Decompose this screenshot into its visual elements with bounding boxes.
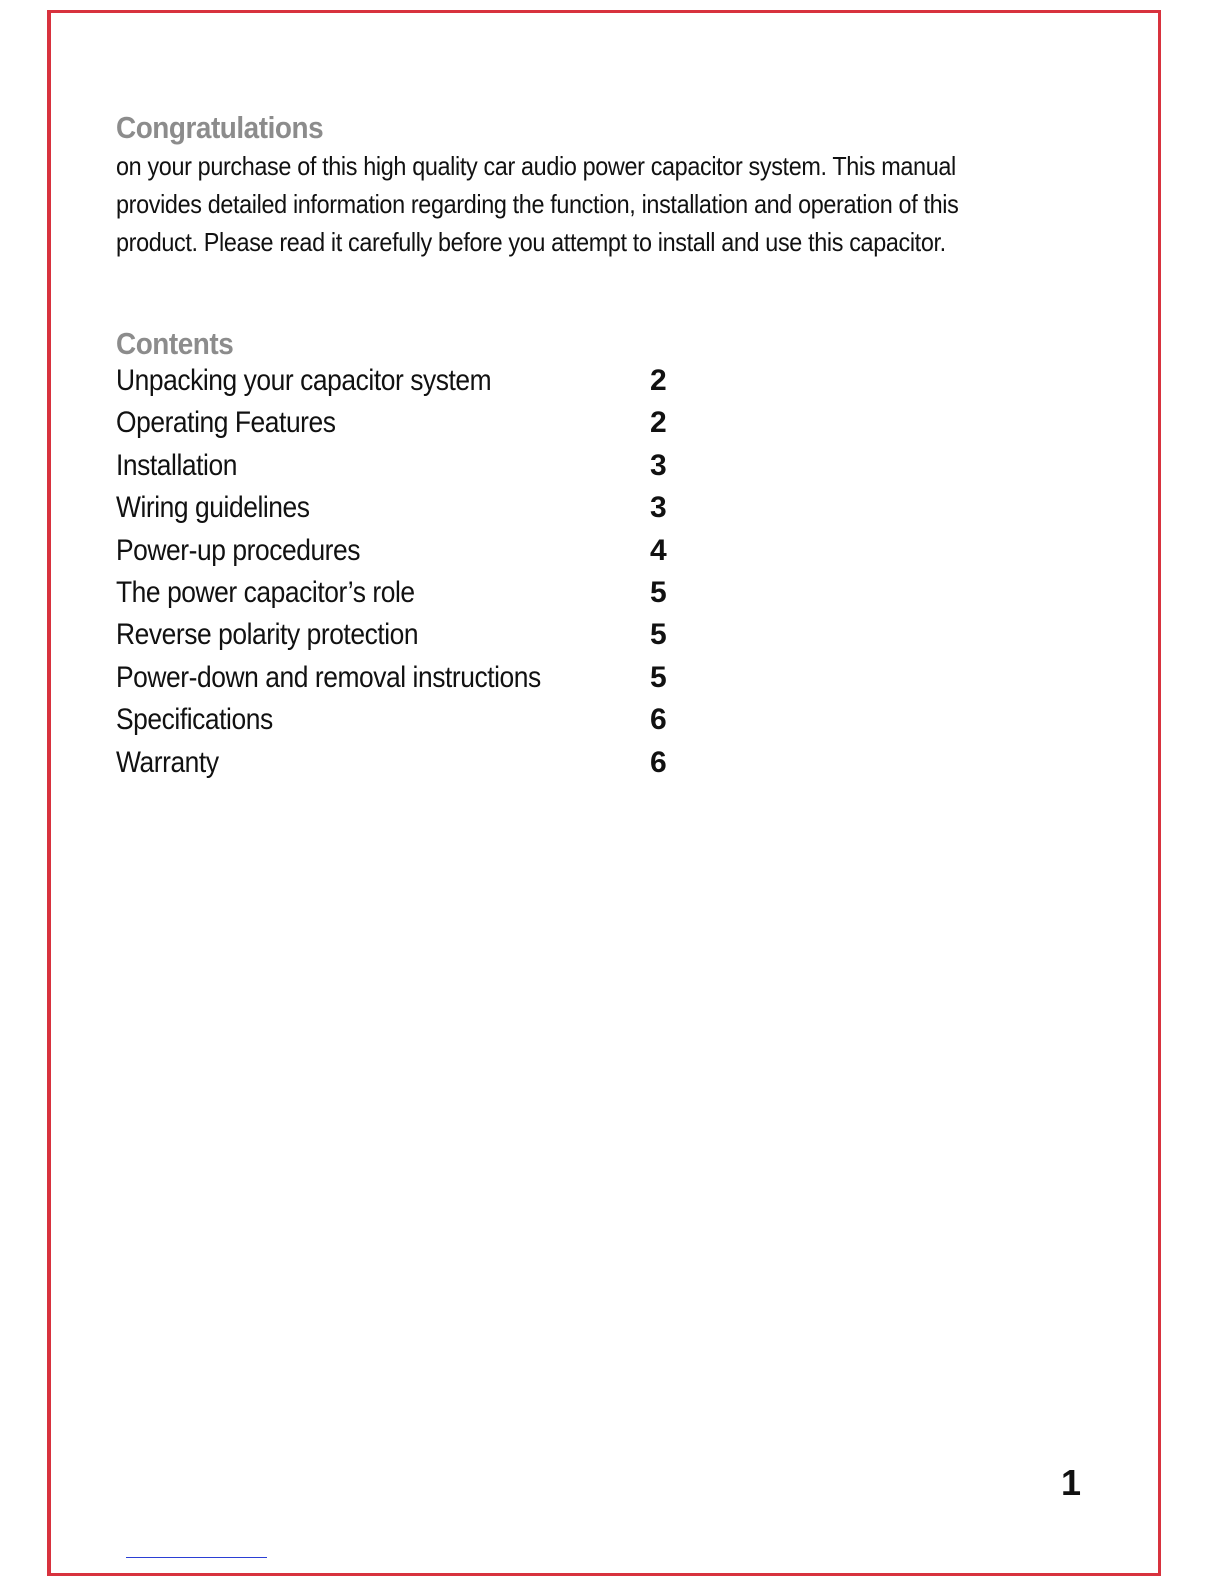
contents-heading: Contents [116, 326, 234, 361]
table-of-contents [116, 362, 676, 786]
toc-entry[interactable] [116, 532, 676, 574]
toc-entry-page: 5 [650, 575, 667, 609]
toc-entry-page: 6 [650, 745, 667, 779]
toc-entry-title: Wiring guidelines [116, 491, 310, 525]
toc-entry-title: Power-up procedures [116, 533, 361, 567]
toc-entry-title: Power-down and removal instructions [116, 660, 541, 694]
toc-entry-page: 2 [650, 406, 667, 440]
toc-entry-page: 6 [650, 703, 667, 737]
toc-entry-page: 3 [650, 448, 667, 482]
toc-entry[interactable] [116, 574, 676, 616]
toc-entry[interactable] [116, 616, 676, 658]
toc-entry-title: Specifications [116, 703, 273, 737]
toc-entry[interactable] [116, 447, 676, 489]
footer-link-underline [126, 1557, 267, 1558]
toc-entry-page: 3 [650, 491, 667, 525]
toc-entry-page: 5 [650, 618, 667, 652]
intro-line: product. Please read it carefully before you attempt to install and use this capacitor. [116, 227, 946, 257]
toc-entry[interactable] [116, 744, 676, 786]
congratulations-heading: Congratulations [116, 110, 324, 145]
toc-entry-title: Installation [116, 448, 237, 482]
intro-line: on your purchase of this high quality car audio power capacitor system. This manual [116, 151, 956, 181]
intro-line: provides detailed information regarding the function, installation and operation of this [116, 189, 959, 219]
toc-entry-title: Warranty [116, 745, 219, 779]
toc-entry[interactable] [116, 701, 676, 743]
toc-entry[interactable] [116, 659, 676, 701]
toc-entry-page: 5 [650, 660, 667, 694]
toc-entry-title: The power capacitor’s role [116, 575, 415, 609]
toc-entry-title: Operating Features [116, 406, 336, 440]
toc-entry[interactable] [116, 489, 676, 531]
toc-entry-page: 2 [650, 364, 667, 397]
toc-entry-page: 4 [650, 533, 667, 567]
toc-entry-title: Reverse polarity protection [116, 618, 419, 652]
toc-entry-title: Unpacking your capacitor system [116, 364, 492, 397]
toc-entry[interactable] [116, 362, 676, 404]
page-number: 1 [1061, 1462, 1082, 1503]
toc-entry[interactable] [116, 404, 676, 446]
intro-paragraph [116, 147, 1115, 261]
